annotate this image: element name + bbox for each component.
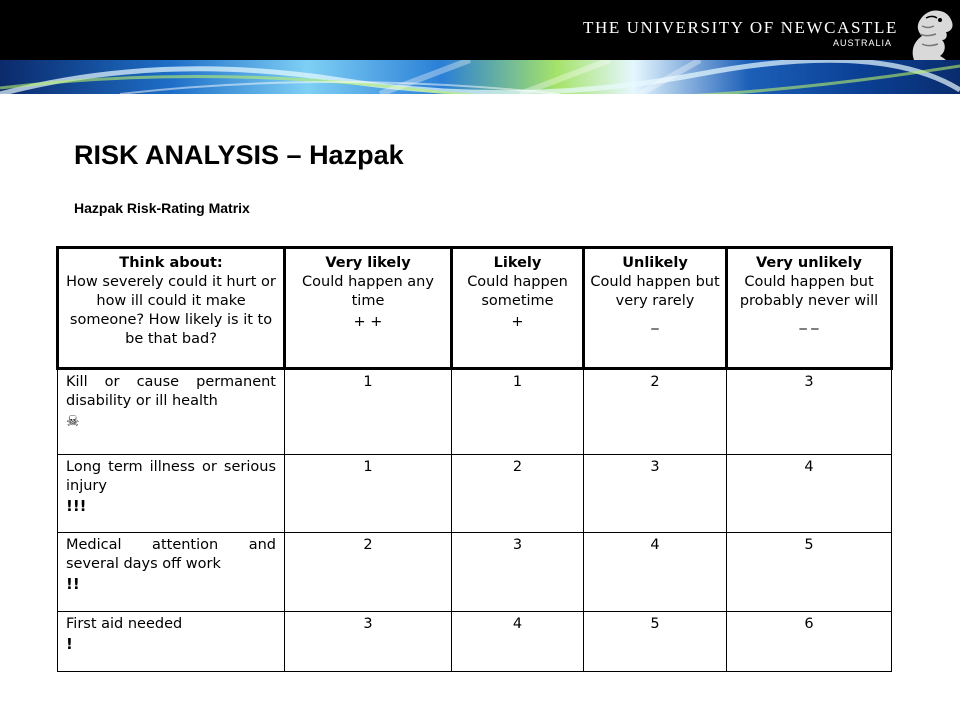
- matrix-row-medical: [58, 533, 892, 612]
- rating-cell: 4: [727, 455, 892, 533]
- likelihood-symbol: +: [511, 314, 524, 330]
- column-heading: Very unlikely: [755, 255, 862, 271]
- rating-cell: 3: [584, 455, 727, 533]
- matrix-row-first-aid: [58, 612, 892, 672]
- rating-cell: 5: [584, 612, 727, 672]
- single-exclamation-icon: !: [66, 635, 73, 653]
- rating-cell: 2: [452, 455, 584, 533]
- rating-cell: 4: [452, 612, 584, 672]
- column-heading: Likely: [493, 255, 542, 271]
- matrix-corner-cell: [58, 248, 285, 369]
- severity-label: Long term illness or serious injury: [66, 459, 276, 494]
- likelihood-symbol: _: [651, 314, 659, 330]
- rating-cell: 2: [584, 369, 727, 455]
- rating-cell: 6: [727, 612, 892, 672]
- severity-label: Kill or cause permanent disability or ill health: [66, 374, 276, 409]
- rating-cell: 4: [584, 533, 727, 612]
- column-description: Could happen any time: [302, 274, 434, 309]
- column-header-unlikely: [584, 248, 727, 369]
- severity-label-cell: [58, 455, 285, 533]
- likelihood-symbol: + +: [353, 314, 383, 330]
- rating-cell: 2: [285, 533, 452, 612]
- double-exclamation-icon: !!: [66, 575, 80, 593]
- rating-cell: 5: [727, 533, 892, 612]
- matrix-row-fatal: [58, 369, 892, 455]
- column-header-likely: [452, 248, 584, 369]
- column-header-very-likely: [285, 248, 452, 369]
- rating-cell: 3: [452, 533, 584, 612]
- header-bar: [0, 0, 960, 60]
- column-heading: Unlikely: [622, 255, 688, 271]
- severity-label: First aid needed: [66, 616, 183, 632]
- seahorse-logo-icon: [900, 4, 958, 62]
- risk-rating-matrix: [56, 246, 893, 672]
- decorative-banner: [0, 60, 960, 94]
- page-title: RISK ANALYSIS – Hazpak: [74, 140, 404, 170]
- column-description: Could happen sometime: [467, 274, 568, 309]
- column-description: Could happen but very rarely: [590, 274, 720, 309]
- university-country: AUSTRALIA: [832, 38, 892, 48]
- severity-label-cell: [58, 533, 285, 612]
- triple-exclamation-icon: !!!: [66, 497, 87, 515]
- matrix-header-row: [58, 248, 892, 369]
- corner-heading: Think about:: [119, 255, 223, 271]
- page-subtitle: Hazpak Risk-Rating Matrix: [74, 200, 250, 216]
- severity-label-cell: [58, 369, 285, 455]
- severity-label: Medical attention and several days off work: [66, 537, 276, 572]
- matrix-row-serious: [58, 455, 892, 533]
- university-name: THE UNIVERSITY OF NEWCASTLE: [582, 18, 898, 37]
- light-streaks-graphic: [0, 60, 960, 94]
- rating-cell: 3: [727, 369, 892, 455]
- likelihood-symbol: _ _: [799, 314, 819, 330]
- rating-cell: 1: [285, 455, 452, 533]
- severity-label-cell: [58, 612, 285, 672]
- rating-cell: 1: [285, 369, 452, 455]
- rating-cell: 1: [452, 369, 584, 455]
- column-heading: Very likely: [325, 255, 411, 271]
- corner-text: How severely could it hurt or how ill could it make someone? How likely is it to be that bad?: [66, 274, 276, 347]
- rating-cell: 3: [285, 612, 452, 672]
- column-header-very-unlikely: [727, 248, 892, 369]
- column-description: Could happen but probably never will: [739, 274, 879, 309]
- skull-crossbones-icon: ☠: [66, 412, 80, 430]
